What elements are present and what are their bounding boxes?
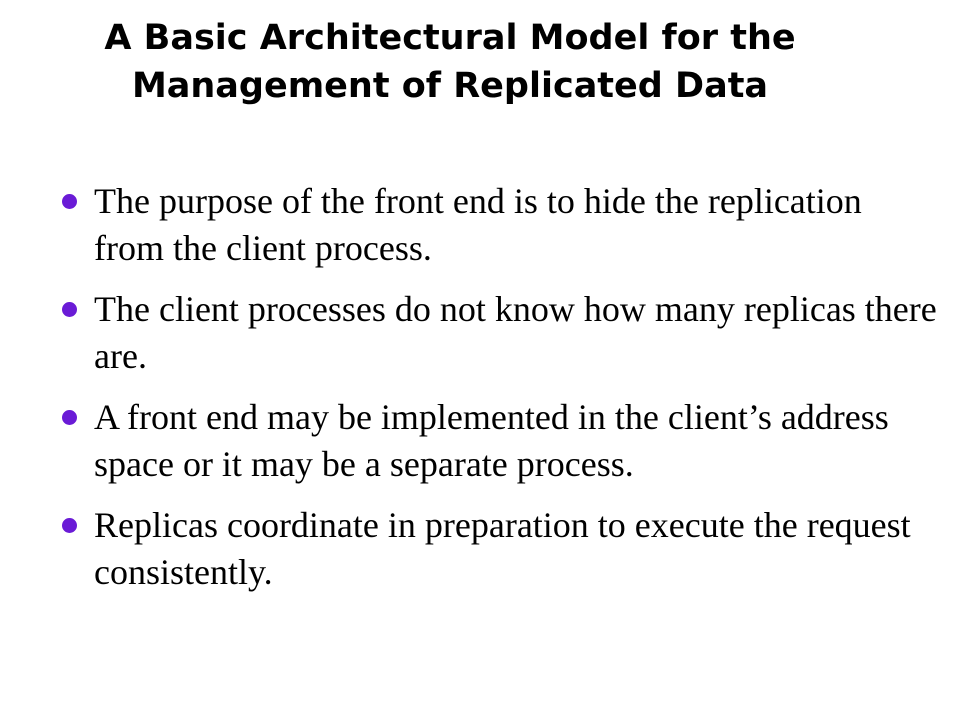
bullet-dot-icon bbox=[62, 194, 77, 209]
bullet-text: The client processes do not know how many replicas there are. bbox=[94, 289, 937, 376]
list-item bbox=[60, 286, 940, 380]
bullet-text: A front end may be implemented in the client’s address space or it may be a separate process. bbox=[94, 397, 889, 484]
bullet-text: Replicas coordinate in preparation to execute the request consistently. bbox=[94, 505, 911, 592]
list-item bbox=[60, 178, 940, 272]
bullet-text: The purpose of the front end is to hide the replication from the client process. bbox=[94, 181, 862, 268]
slide-title: A Basic Architectural Model for the Management of Replicated Data bbox=[104, 18, 796, 106]
list-item bbox=[60, 502, 940, 596]
bullet-dot-icon bbox=[62, 302, 77, 317]
bullet-dot-icon bbox=[62, 518, 77, 533]
list-item bbox=[60, 394, 940, 488]
bullet-dot-icon bbox=[62, 410, 77, 425]
bullet-list bbox=[60, 178, 940, 610]
